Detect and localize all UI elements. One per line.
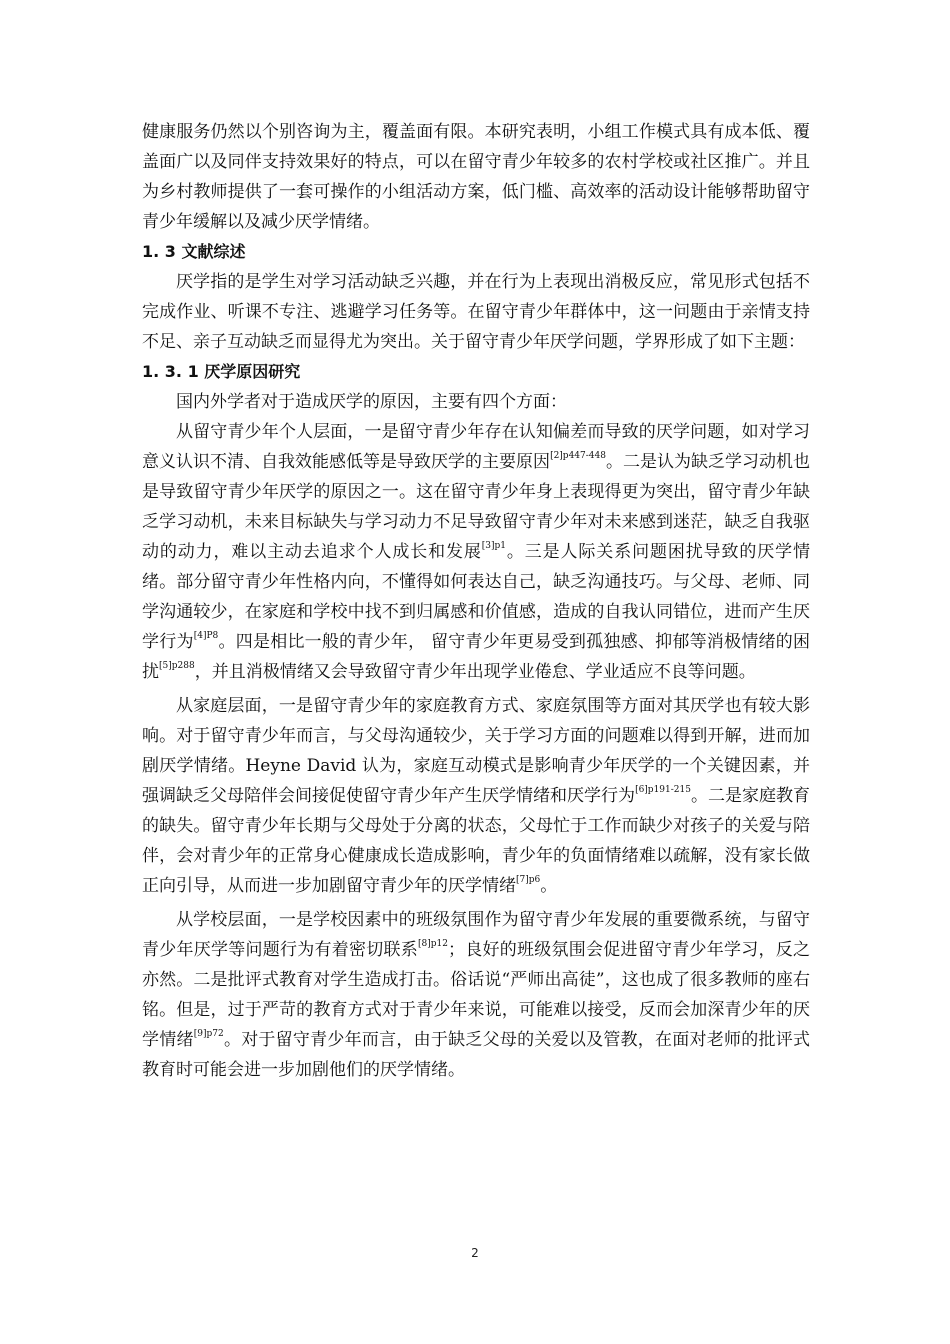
citation-ref: [2]p447-448 bbox=[550, 451, 606, 462]
literature-review-paragraph: 厌学指的是学生对学习活动缺乏兴趣，并在行为上表现出消极反应，常见形式包括不完成作业、听课不专注、逃避学习任务等。在留守青少年群体中，这一问题由于亲情支持不足、亲子互动缺乏而显得尤为突出。关于留守青少年厌学问题，学界形成了如下主题： bbox=[142, 272, 810, 352]
section-heading-1-3: 1. 3 文献综述 bbox=[142, 242, 246, 261]
text-span: 。 bbox=[540, 876, 558, 896]
text-span: 。二是家庭教育的缺失。留守青少年长期与父母处于分离的状态，父母忙于工作而缺少对孩子的关爱与陪伴，会对青少年的正常身心健康成长造成影响，青少年的负面情绪难以疏解，没有家长做正向引导，从而进一步加剧留守青少年的厌学情绪 bbox=[142, 786, 810, 896]
school-level-paragraph bbox=[142, 905, 810, 1085]
individual-level-paragraph bbox=[142, 417, 810, 687]
citation-ref: [4]P8 bbox=[193, 631, 219, 642]
citation-ref: [5]p288 bbox=[159, 661, 195, 672]
citation-ref: [7]p6 bbox=[516, 875, 541, 886]
text-span: 从学校层面，一是学校因素中的班级氛围作为留守青少年发展的重要微系统，与留守青少年厌学等问题行为有着密切联系 bbox=[142, 910, 810, 960]
citation-ref: [8]p12 bbox=[418, 939, 448, 950]
text-span: 。二是认为缺乏学习动机也是导致留守青少年厌学的原因之一。这在留守青少年身上表现得更为突出，留守青少年缺乏学习动机，未来目标缺失与学习动力不足导致留守青少年对未来感到迷茫，缺乏自我驱动的动力，难以主动去追求个人成长和发展 bbox=[142, 452, 811, 562]
text-span: 从家庭层面，一是留守青少年的家庭教育方式、家庭氛围等方面对其厌学也有较大影响。对于留守青少年而言，与父母沟通较少，关于学习方面的问题难以得到开解，进而加剧厌学情绪。Heyne David 认为，家庭互动模式是影响青少年厌学的一个关键因素，并强调缺乏父母陪伴会间接促使留守青少年产生厌学情绪和厌学行为 bbox=[142, 696, 810, 806]
citation-ref: [9]p72 bbox=[193, 1029, 224, 1040]
text-span: 。四是相比一般的青少年， 留守青少年更易受到孤独感、抑郁等消极情绪的困扰 bbox=[142, 632, 810, 682]
family-level-paragraph bbox=[142, 691, 810, 901]
citation-ref: [3]p1 bbox=[481, 541, 507, 552]
text-span: 。对于留守青少年而言，由于缺乏父母的关爱以及管教，在面对老师的批评式教育时可能会进一步加剧他们的厌学情绪。 bbox=[142, 1030, 811, 1080]
causes-intro-paragraph: 国内外学者对于造成厌学的原因，主要有四个方面： bbox=[176, 392, 567, 412]
text-span: ；良好的班级氛围会促进留守青少年学习，反之亦然。二是批评式教育对学生造成打击。俗话说“严师出高徒”，这也成了很多教师的座右铭。但是，过于严苛的教育方式对于青少年来说，可能难以接受，反而会加深青少年的厌学情绪 bbox=[142, 940, 811, 1050]
citation-ref: [6]p191-215 bbox=[635, 785, 691, 796]
text-span: 从留守青少年个人层面，一是留守青少年存在认知偏差而导致的厌学问题，如对学习意义认识不清、自我效能感低等是导致厌学的主要原因 bbox=[142, 422, 810, 472]
section-heading-1-3-1: 1. 3. 1 厌学原因研究 bbox=[142, 362, 301, 381]
text-span: ，并且消极情绪又会导致留守青少年出现学业倦怠、学业适应不良等问题。 bbox=[194, 662, 756, 682]
intro-paragraph: 健康服务仍然以个别咨询为主，覆盖面有限。本研究表明，小组工作模式具有成本低、覆盖面广以及同伴支持效果好的特点，可以在留守青少年较多的农村学校或社区推广。并且为乡村教师提供了一套可操作的小组活动方案，低门槛、高效率的活动设计能够帮助留守青少年缓解以及减少厌学情绪。 bbox=[142, 122, 810, 232]
text-span: 。三是人际关系问题困扰导致的厌学情绪。部分留守青少年性格内向，不懂得如何表达自己，缺乏沟通技巧。与父母、老师、同学沟通较少，在家庭和学校中找不到归属感和价值感，造成的自我认同错位，进而产生厌学行为 bbox=[142, 542, 811, 652]
page-number: 2 bbox=[471, 1246, 479, 1260]
